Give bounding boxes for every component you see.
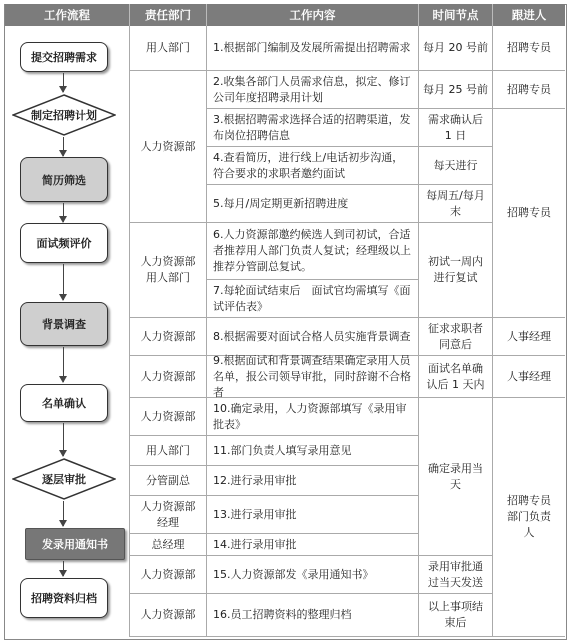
flow-arrow: [63, 347, 64, 382]
content-cell: 14.进行录用审批: [207, 534, 419, 556]
follow-cell: 人事经理: [493, 356, 565, 398]
content-cell: 10.确定录用，人力资源部填写《录用审批表》: [207, 398, 419, 436]
flow-step-resume-screening: 简历筛选: [20, 157, 108, 202]
content-cell: 11.部门负责人填写录用意见: [207, 436, 419, 466]
flow-step-approval: [12, 458, 116, 500]
dept-cell: 分管副总: [130, 466, 207, 496]
content-cell: 13.进行录用审批: [207, 496, 419, 534]
follow-cell: 招聘专员: [493, 26, 565, 71]
dept-cell: 人力资源部: [130, 594, 207, 637]
dept-cell: 人力资源部: [130, 356, 207, 398]
flow-step-background-check: 背景调查: [20, 302, 108, 346]
flow-step-make-plan: [12, 94, 116, 136]
flow-step-archive: 招聘资料归档: [20, 578, 108, 618]
content-cell: 16.员工招聘资料的整理归档: [207, 594, 419, 637]
content-cell: 1.根据部门编制及发展所需提出招聘需求: [207, 26, 419, 71]
follow-cell: 招聘专员: [493, 109, 565, 318]
flow-step-submit-request: 提交招聘需求: [20, 42, 108, 72]
content-cell: 3.根据招聘需求选择合适的招聘渠道，发布岗位招聘信息: [207, 109, 419, 147]
flow-step-list-confirm: 名单确认: [20, 384, 108, 422]
content-cell: 15.人力资源部发《录用通知书》: [207, 556, 419, 594]
dept-cell: 人力资源部: [130, 71, 207, 223]
time-cell: 初试一周内 进行复试: [419, 223, 493, 318]
follow-cell: 招聘专员: [493, 71, 565, 109]
flow-step-make-plan-label: 制定招聘计划: [31, 109, 97, 122]
header-content: 工作内容: [207, 4, 419, 26]
dept-cell: 人力资源部 用人部门: [130, 223, 207, 318]
flow-arrow: [63, 423, 64, 456]
time-cell: 征求求职者 同意后: [419, 318, 493, 356]
header-dept: 责任部门: [130, 4, 207, 26]
content-cell: 12.进行录用审批: [207, 466, 419, 496]
header-follow: 跟进人: [493, 4, 565, 26]
time-cell: 面试名单确 认后 1 天内: [419, 356, 493, 398]
content-cell: 2.收集各部门人员需求信息，拟定、修订公司年度招聘录用计划: [207, 71, 419, 109]
content-cell: 9.根据面试和背景调查结果确定录用人员名单，报公司领导审批，同时辞谢不合格者: [207, 356, 419, 398]
flow-step-interview: 面试频评价: [20, 223, 108, 263]
dept-cell: 人力资源部 经理: [130, 496, 207, 534]
content-cell: 8.根据需要对面试合格人员实施背景调查: [207, 318, 419, 356]
flow-arrow: [63, 137, 64, 156]
time-cell: 每天进行: [419, 147, 493, 185]
content-cell: 7.每轮面试结束后 面试官均需填写《面试评估表》: [207, 280, 419, 318]
time-cell: 需求确认后 1 日: [419, 109, 493, 147]
dept-cell: 人力资源部: [130, 318, 207, 356]
time-cell: 以上事项结 束后: [419, 594, 493, 637]
dept-cell: 用人部门: [130, 436, 207, 466]
content-cell: 6.人力资源部邀约候选人到司初试，合适者推荐用人部门负责人复试；经理级以上推荐分管副总复试。: [207, 223, 419, 280]
header-time: 时间节点: [419, 4, 493, 26]
dept-cell: 用人部门: [130, 26, 207, 71]
flow-arrow: [63, 73, 64, 92]
flow-arrow: [63, 501, 64, 526]
follow-cell: 招聘专员 部门负责 人: [493, 398, 565, 637]
flow-arrow: [63, 561, 64, 576]
time-cell: 确定录用当 天: [419, 398, 493, 556]
flow-step-send-offer: 发录用通知书: [25, 528, 125, 560]
dept-cell: 人力资源部: [130, 556, 207, 594]
dept-cell: 总经理: [130, 534, 207, 556]
time-cell: 录用审批通 过当天发送: [419, 556, 493, 594]
time-cell: 每周五/每月 末: [419, 185, 493, 223]
header-flow: 工作流程: [5, 4, 130, 26]
time-cell: 每月 25 号前: [419, 71, 493, 109]
time-cell: 每月 20 号前: [419, 26, 493, 71]
follow-cell: 人事经理: [493, 318, 565, 356]
dept-cell: 人力资源部: [130, 398, 207, 436]
flow-arrow: [63, 264, 64, 300]
content-cell: 5.每月/周定期更新招聘进度: [207, 185, 419, 223]
flow-arrow: [63, 203, 64, 222]
content-cell: 4.查看简历，进行线上/电话初步沟通，符合要求的求职者邀约面试: [207, 147, 419, 185]
flow-step-approval-label: 逐层审批: [42, 473, 86, 486]
